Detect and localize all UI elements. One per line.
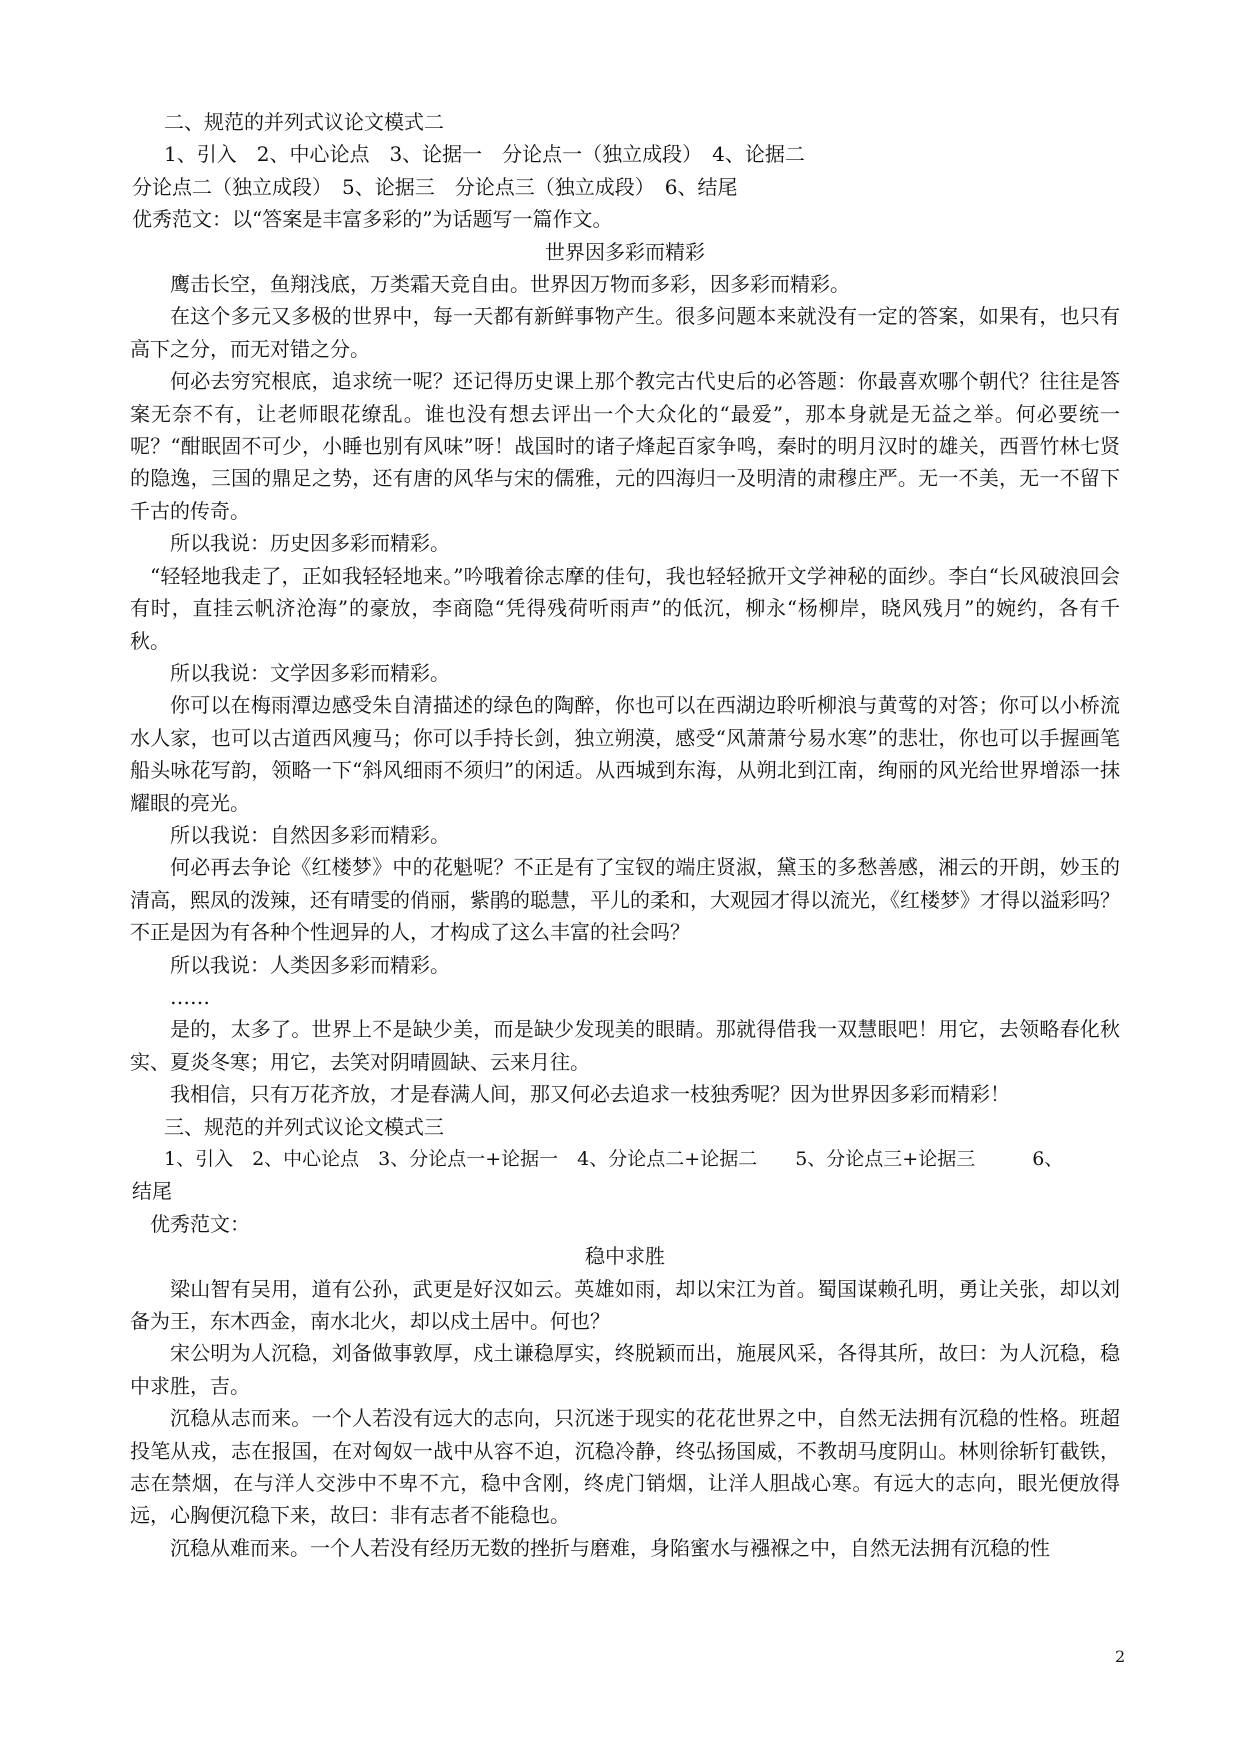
paragraph: 是的，太多了。世界上不是缺少美，而是缺少发现美的眼睛。那就得借我一双慧眼吧！用它，去领略春化秋实、夏炎冬寒；用它，去笑对阴晴圆缺、云来月往。 xyxy=(130,1017,1120,1074)
paragraph: 鹰击长空，鱼翔浅底，万类霜天竞自由。世界因万物而多彩，因多彩而精彩。 xyxy=(170,272,850,297)
paragraph: 沉稳从志而来。一个人若没有远大的志向，只沉迷于现实的花花世界之中，自然无法拥有沉稳的性格。班超投笔从戎，志在报国，在对匈奴一战中从容不迫，沉稳冷静，终弘扬国威，不教胡马度阴山。林则徐斩钉截铁，志在禁烟，在与洋人交涉中不卑不亢，稳中含刚，终虎门销烟，让洋人胆战心寒。有远大的志向，眼光便放得远，心胸便沉稳下来，故曰：非有志者不能稳也。 xyxy=(130,1406,1120,1528)
paragraph: 何必再去争论《红楼梦》中的花魁呢？不正是有了宝钗的端庄贤淑，黛玉的多愁善感，湘云的开朗，妙玉的清高，熙凤的泼辣，还有晴雯的俏丽，紫鹃的聪慧，平儿的柔和，大观园才得以流光，《红楼梦》才得以溢彩吗？不正是因为有各种个性迥异的人，才构成了这么丰富的社会吗？ xyxy=(130,855,1120,945)
paragraph: 何必去穷究根底，追求统一呢？还记得历史课上那个教完古代史后的必答题：你最喜欢哪个朝代？往往是答案无奈不有，让老师眼花缭乱。谁也没有想去评出一个大众化的“最爱”，那本身就是无益之举。何必要统一呢？“酣眠固不可少，小睡也别有风味”呀！战国时的诸子烽起百家争鸣，秦时的明月汉时的雄关，西晋竹林七贤的隐逸，三国的鼎足之势，还有唐的风华与宋的儒雅，元的四海归一及明清的肃穆庄严。无一不美，无一不留下千古的传奇。 xyxy=(130,369,1120,523)
page-number: 2 xyxy=(1115,1647,1126,1666)
paragraph: “轻轻地我走了，正如我轻轻地来。”吟哦着徐志摩的佳句，我也轻轻掀开文学神秘的面纱。李白“长风破浪回会有时，直挂云帆济沧海”的豪放，李商隐“凭得残荷听雨声”的低沉，柳永“杨柳岸，晓风残月”的婉约，各有千秋。 xyxy=(130,563,1120,653)
essay-title: 稳中求胜 xyxy=(585,1244,665,1269)
section-heading: 三、规范的并列式议论文模式三 xyxy=(164,1114,444,1139)
paragraph: 梁山智有吴用，道有公孙，武更是好汉如云。英雄如雨，却以宋江为首。蜀国谋赖孔明，勇让关张，却以刘备为王，东木西金，南水北火，却以戍土居中。何也？ xyxy=(130,1276,1120,1334)
paragraph: 所以我说：自然因多彩而精彩。 xyxy=(170,822,450,847)
structure-line: 1、引入 2、中心论点 3、分论点一+论据一 4、分论点二+论据二 5、分论点三+论据三 6、 xyxy=(164,1148,1064,1170)
ellipsis: …… xyxy=(170,984,210,1009)
paragraph: 沉稳从难而来。一个人若没有经历无数的挫折与磨难，身陷蜜水与襁褓之中，自然无法拥有沉稳的性 xyxy=(170,1535,1050,1560)
essay-title: 世界因多彩而精彩 xyxy=(545,239,705,264)
paragraph: 我相信，只有万花齐放，才是春满人间，那又何必去追求一枝独秀呢？因为世界因多彩而精彩！ xyxy=(170,1082,1010,1107)
paragraph: 所以我说：人类因多彩而精彩。 xyxy=(170,952,450,977)
document-page xyxy=(130,106,1120,1564)
example-label: 优秀范文：以“答案是丰富多彩的”为话题写一篇作文。 xyxy=(132,207,613,232)
paragraph: 所以我说：文学因多彩而精彩。 xyxy=(170,660,450,685)
paragraph: 宋公明为人沉稳，刘备做事敦厚，戍土谦稳厚实，终脱颖而出，施展风采，各得其所，故曰：为人沉稳，稳中求胜，吉。 xyxy=(130,1341,1120,1398)
paragraph: 所以我说：历史因多彩而精彩。 xyxy=(170,531,450,556)
section-heading: 二、规范的并列式议论文模式二 xyxy=(164,110,444,134)
example-label: 优秀范文： xyxy=(150,1211,250,1236)
paragraph: 你可以在梅雨潭边感受朱自清描述的绿色的陶醉，你也可以在西湖边聆听柳浪与黄莺的对答；你可以小桥流水人家，也可以古道西风瘦马；你可以手持长剑，独立朔漠，感受“风萧萧兮易水寒”的悲壮，你也可以手握画笔船头咏花写韵，领略一下“斜风细雨不须归”的闲适。从西城到东海，从朔北到江南，绚丽的风光给世界增添一抹耀眼的亮光。 xyxy=(130,693,1120,815)
paragraph: 在这个多元又多极的世界中，每一天都有新鲜事物产生。很多问题本来就没有一定的答案，如果有，也只有高下之分，而无对错之分。 xyxy=(130,304,1120,361)
structure-line: 结尾 xyxy=(132,1179,172,1204)
structure-line: 分论点二（独立成段） 5、论据三 分论点三（独立成段） 6、结尾 xyxy=(132,174,738,199)
structure-line: 1、引入 2、中心论点 3、论据一 分论点一（独立成段） 4、论据二 xyxy=(164,142,805,167)
